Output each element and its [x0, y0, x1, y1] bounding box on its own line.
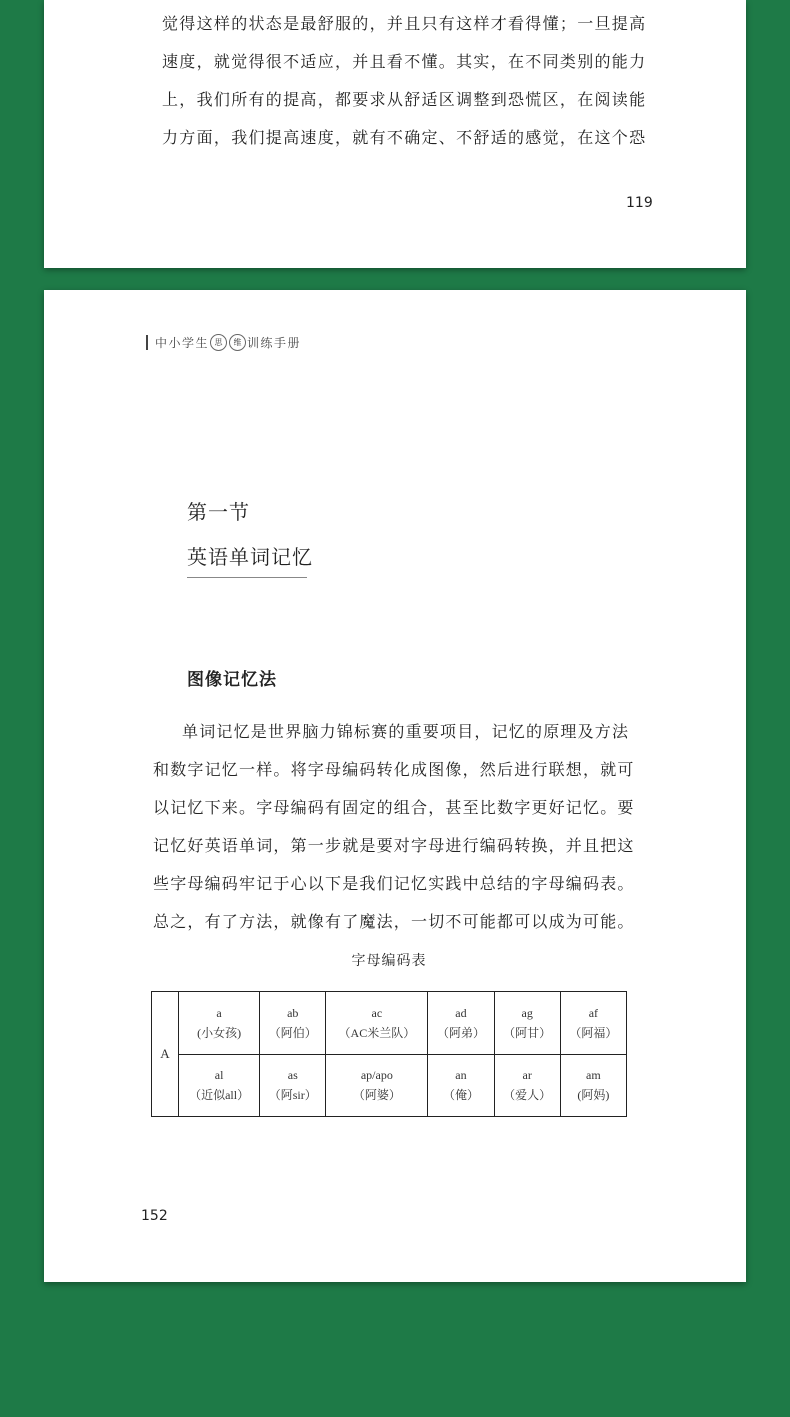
meaning-text: （阿甘） [503, 1025, 552, 1040]
section-divider [187, 577, 307, 578]
header-prefix: 中小学生 [155, 336, 210, 350]
meaning-text: （阿伯） [268, 1025, 317, 1040]
meaning-text: （阿婆） [352, 1088, 401, 1103]
table-cell [560, 992, 626, 1055]
paragraph-line: 单词记忆是世界脑力锦标赛的重要项目，记忆的原理及方法 [182, 722, 630, 741]
running-header [146, 334, 301, 351]
paragraph-line: 记忆好英语单词，第一步就是要对字母进行编码转换，并且把这 [153, 836, 635, 855]
section-title: 英语单词记忆 [187, 545, 313, 569]
table-cell [428, 992, 494, 1055]
table-row [152, 1054, 627, 1117]
code-text: am [586, 1068, 601, 1083]
table-caption: 字母编码表 [351, 953, 427, 969]
letter-cell: A [152, 992, 179, 1117]
meaning-text: （近似all） [189, 1088, 250, 1103]
table-row [152, 992, 627, 1055]
subheading: 图像记忆法 [187, 670, 277, 690]
table-cell [326, 992, 428, 1055]
meaning-text: （俺） [442, 1088, 479, 1103]
code-text: as [287, 1068, 298, 1083]
table-cell [326, 1054, 428, 1117]
code-text: al [214, 1068, 224, 1083]
table-cell [260, 992, 326, 1055]
header-bar [146, 335, 148, 350]
seal-icon: 维 [229, 334, 246, 351]
meaning-text: (阿妈) [577, 1088, 610, 1103]
meaning-text: （阿sir） [268, 1088, 317, 1103]
letter-code-table [151, 991, 627, 1117]
previous-page [44, 0, 746, 268]
meaning-text: （阿弟） [436, 1025, 485, 1040]
code-text: af [588, 1005, 599, 1020]
code-text: a [216, 1005, 222, 1020]
paragraph-line: 总之，有了方法，就像有了魔法，一切不可能都可以成为可能。 [153, 912, 635, 931]
code-text: ap/apo [360, 1068, 393, 1083]
meaning-text: （爱人） [503, 1088, 552, 1103]
paragraph-line: 以记忆下来。字母编码有固定的组合，甚至比数字更好记忆。要 [153, 798, 635, 817]
table-cell [494, 1054, 560, 1117]
text-line: 力方面，我们提高速度，就有不确定、不舒适的感觉，在这个恐 [162, 128, 647, 147]
seal-icon: 思 [210, 334, 227, 351]
table-cell [260, 1054, 326, 1117]
section-label: 第一节 [187, 500, 250, 524]
meaning-text: (小女孩) [197, 1025, 242, 1040]
meaning-text: （AC米兰队） [338, 1025, 416, 1040]
paragraph-line: 和数字记忆一样。将字母编码转化成图像，然后进行联想，就可 [153, 760, 635, 779]
table-cell [560, 1054, 626, 1117]
code-text: ab [287, 1005, 299, 1020]
meaning-text: （阿福） [569, 1025, 618, 1040]
code-text: ag [521, 1005, 533, 1020]
paragraph-line: 些字母编码牢记于心以下是我们记忆实践中总结的字母编码表。 [153, 874, 635, 893]
code-text: ac [371, 1005, 383, 1020]
table-cell [179, 1054, 260, 1117]
code-text: ar [522, 1068, 532, 1083]
text-line: 速度，就觉得很不适应，并且看不懂。其实，在不同类别的能力 [162, 52, 647, 71]
text-line: 上，我们所有的提高，都要求从舒适区调整到恐慌区，在阅读能 [162, 90, 647, 109]
page-number: 119 [626, 195, 653, 211]
table-cell [494, 992, 560, 1055]
code-text: an [455, 1068, 467, 1083]
code-text: ad [455, 1005, 467, 1020]
page-number: 152 [141, 1208, 168, 1224]
current-page [44, 290, 746, 1282]
table-cell [179, 992, 260, 1055]
header-suffix: 训练手册 [247, 336, 302, 350]
table-cell [428, 1054, 494, 1117]
text-line: 觉得这样的状态是最舒服的，并且只有这样才看得懂；一旦提高 [162, 14, 647, 33]
